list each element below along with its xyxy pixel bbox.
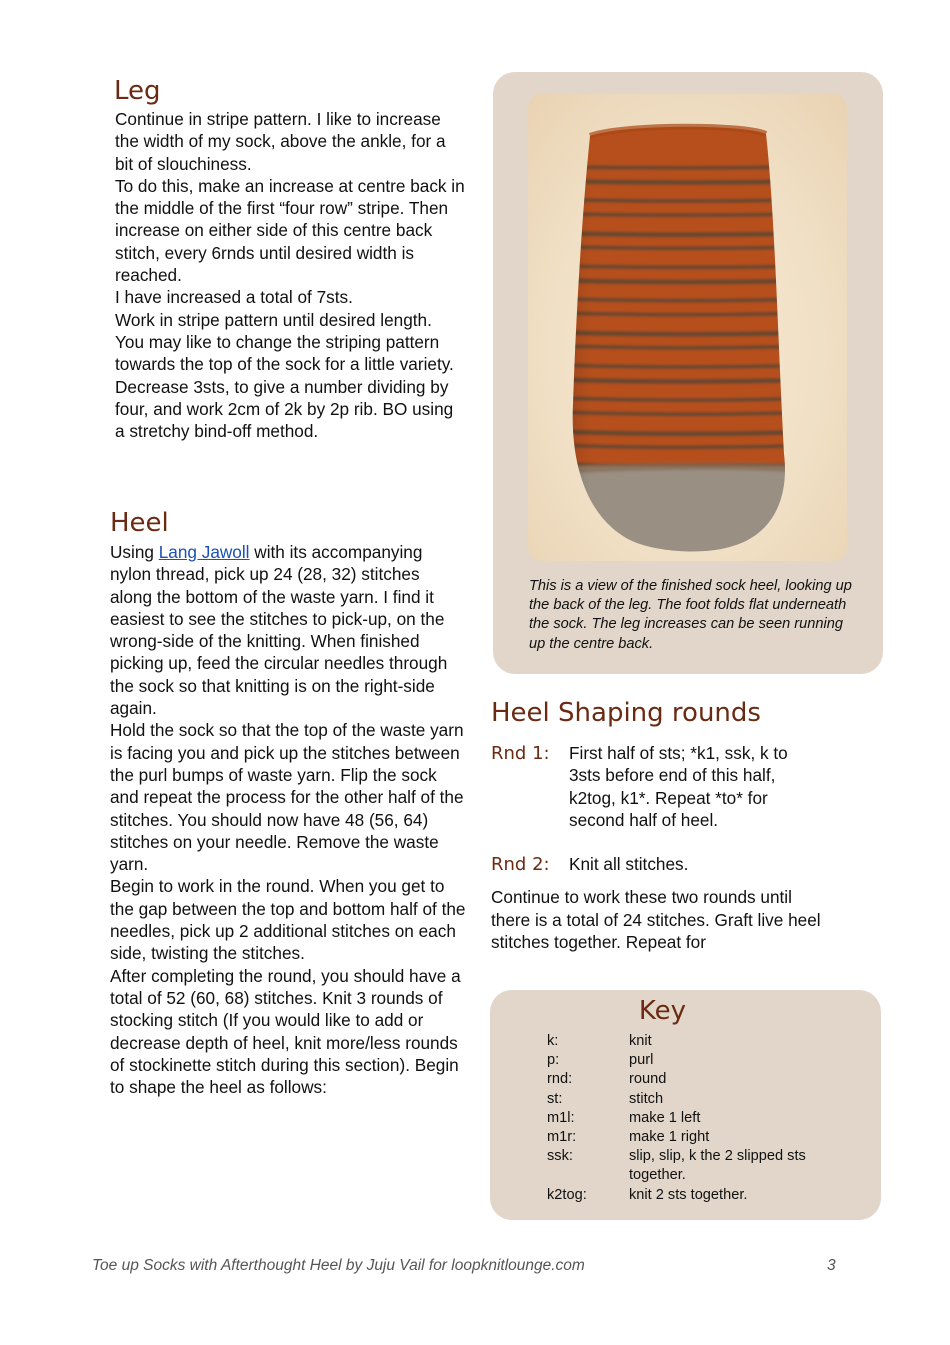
- key-row: [547, 1032, 847, 1051]
- key-definition: stitch: [629, 1090, 664, 1107]
- key-row: [547, 1147, 847, 1185]
- lang-jawoll-link[interactable]: Lang Jawoll: [158, 542, 250, 562]
- sock-illustration: [528, 94, 847, 561]
- heel-shaping-section: [491, 695, 821, 953]
- heel-shaping-heading: Heel Shaping rounds: [491, 698, 761, 728]
- key-abbreviation: ssk:: [547, 1148, 573, 1165]
- round-row: [491, 742, 821, 831]
- heel-paragraph: After completing the round, you should have a total of 52 (60, 68) stitches. Knit 3 rounds of stocking stitch (If you would like to add or decrease depth of heel, knit more/less rounds of stockinette stitch during this section). Begin to shape the heel as follows:: [110, 965, 461, 1098]
- leg-paragraph: Decrease 3sts, to give a number dividing by four, and work 2cm of 2k by 2p rib. BO using a stretchy bind-off method.: [115, 376, 454, 442]
- key-row: [547, 1128, 847, 1147]
- key-definition: make 1 right: [629, 1129, 710, 1146]
- key-abbreviation: rnd:: [547, 1071, 573, 1088]
- heel-paragraph: Begin to work in the round. When you get to the gap between the top and bottom half of the needles, pick up 2 additional stitches on each side, twisting the stitches.: [110, 876, 466, 964]
- key-definition: knit: [629, 1033, 652, 1049]
- page-number: 3: [827, 1257, 836, 1274]
- heel-intro-prefix: Using: [110, 542, 159, 562]
- leg-paragraph: Work in stripe pattern until desired length. You may like to change the striping pattern towards the top of the sock for a little variety.: [115, 309, 454, 375]
- heel-intro-suffix: with its accompanying nylon thread, pick up 24 (28, 32) stitches along the bottom of the waste yarn. I find it easiest to see the stitches to pick-up, on the wrong-side of the knitting. When finished picking up, feed the circular needles through the sock so that knitting is on the right-side again.: [110, 542, 448, 719]
- leg-paragraph: To do this, make an increase at centre back in the middle of the first “four row” stripe. Then increase on either side of this centre back stitch, every 6rnds until desired width is reached.: [115, 175, 465, 286]
- sock-heel-photo: [528, 94, 847, 561]
- key-abbreviation: st:: [547, 1090, 563, 1107]
- key-definition: slip, slip, k the 2 slipped sts together.: [629, 1148, 806, 1184]
- key-title: Key: [638, 996, 687, 1026]
- round-label: Rnd 1:: [491, 743, 550, 764]
- round-row: [491, 853, 821, 875]
- heel-paragraph: Hold the sock so that the top of the waste yarn is facing you and pick up the stitches between the purl bumps of waste yarn. Flip the sock and repeat the process for the other half of the stitches. You should now have 48 (56, 64) stitches on your needle. Remove the waste yarn.: [110, 720, 464, 875]
- key-row: [547, 1109, 847, 1128]
- key-definition: knit 2 sts together.: [629, 1186, 748, 1203]
- heel-section: [110, 506, 466, 1098]
- key-definition: purl: [629, 1052, 654, 1069]
- key-card: [490, 990, 881, 1220]
- round-label: Rnd 2:: [491, 854, 550, 876]
- key-abbreviation: k:: [547, 1033, 559, 1049]
- leg-section: [115, 74, 465, 442]
- key-row: [547, 1070, 847, 1089]
- key-abbreviation: m1r:: [547, 1129, 577, 1146]
- key-row: [547, 1186, 847, 1205]
- key-definition: round: [629, 1071, 667, 1088]
- leg-paragraph: I have increased a total of 7sts.: [115, 287, 353, 308]
- footer-credit: Toe up Socks with Afterthought Heel by Juju Vail for loopknitlounge.com: [92, 1257, 585, 1274]
- photo-card: [493, 72, 883, 674]
- key-abbreviation: k2tog:: [547, 1186, 587, 1203]
- photo-caption: This is a view of the finished sock heel, looking up the back of the leg. The foot folds flat underneath the sock. The leg increases can be seen running up the centre back.: [529, 578, 852, 652]
- key-list: [547, 1032, 847, 1205]
- leg-heading: Leg: [114, 76, 161, 106]
- key-row: [547, 1051, 847, 1070]
- round-instructions: Knit all stitches.: [569, 854, 689, 875]
- leg-paragraph: Continue in stripe pattern. I like to increase the width of my sock, above the ankle, for a bit of slouchiness.: [115, 109, 446, 174]
- key-row: [547, 1090, 847, 1109]
- key-abbreviation: p:: [547, 1052, 560, 1069]
- heel-intro: [110, 541, 466, 719]
- key-abbreviation: m1l:: [547, 1109, 575, 1126]
- shaping-note: Continue to work these two rounds until there is a total of 24 stitches. Graft live heel stitches together. Repeat for: [491, 887, 821, 953]
- heel-heading: Heel: [110, 508, 169, 538]
- key-definition: make 1 left: [629, 1109, 701, 1126]
- round-instructions: First half of sts; *k1, ssk, k to 3sts before end of this half, k2tog, k1*. Repeat *to* for second half of heel.: [569, 743, 788, 830]
